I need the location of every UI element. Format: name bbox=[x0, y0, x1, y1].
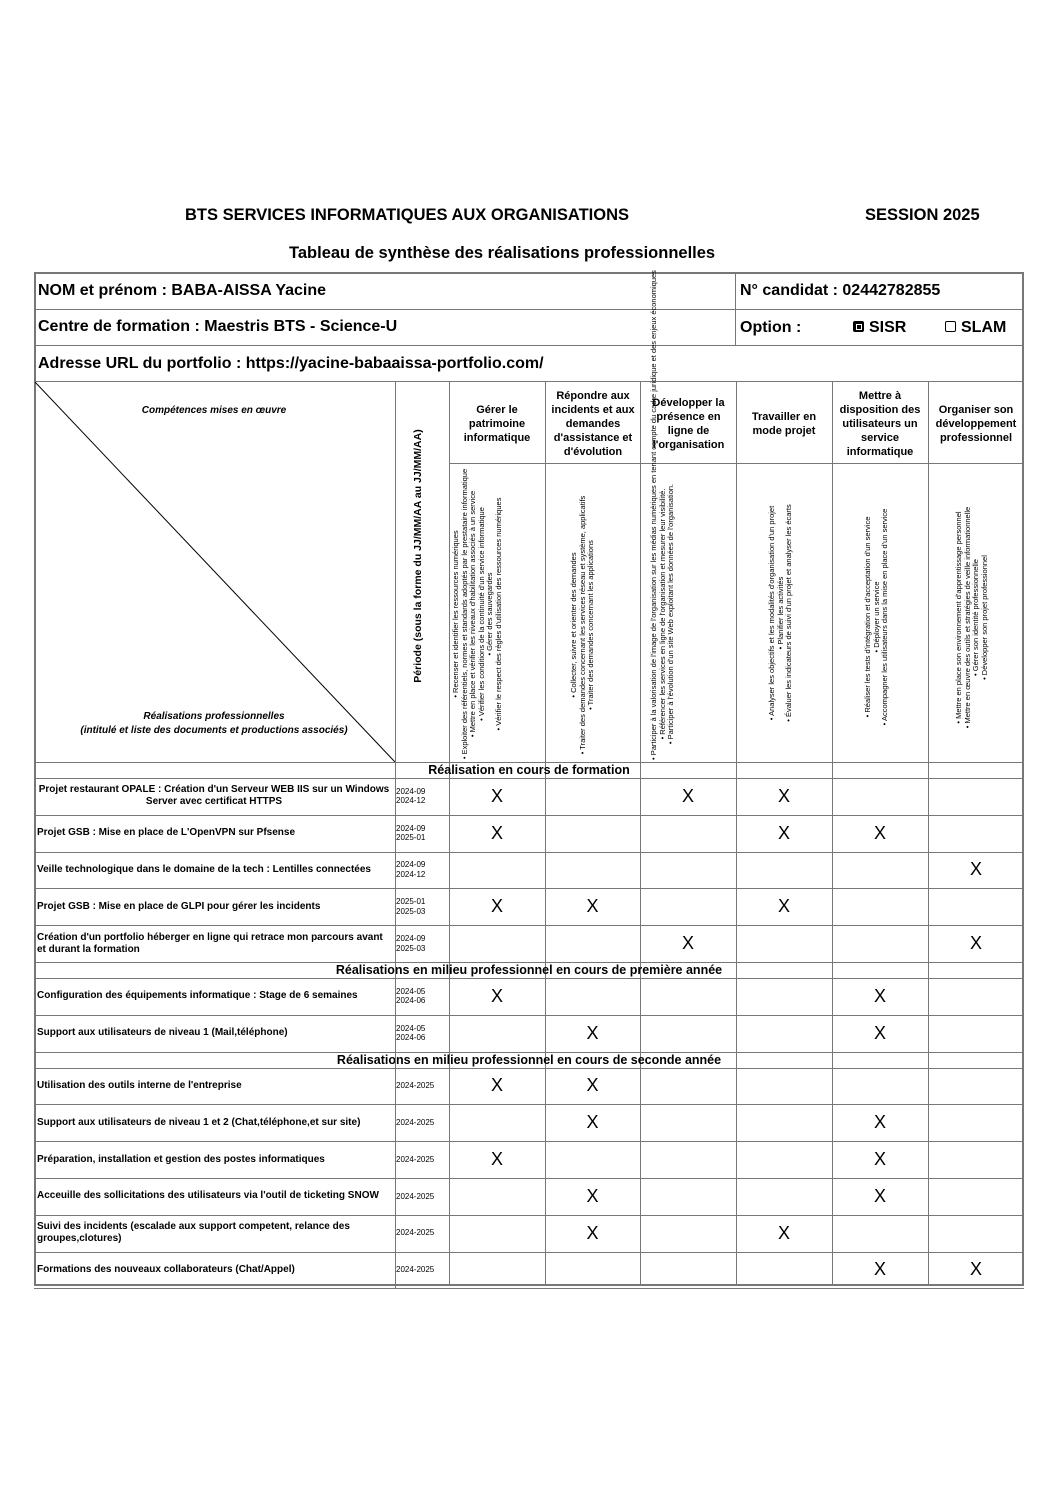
competence-mark bbox=[736, 1104, 832, 1141]
competence-mark: X bbox=[969, 933, 982, 954]
competence-mark: X bbox=[873, 1185, 886, 1206]
row-period bbox=[396, 888, 448, 925]
competence-mark bbox=[640, 1104, 736, 1141]
row-label: Projet GSB : Mise en place de L'OpenVPN sur Pfsense bbox=[37, 827, 296, 839]
option-label: Option : bbox=[740, 319, 802, 336]
competence-items-5: • Réaliser les tests d'intégration et d'acceptation d'un service • Déployer un service • Accompagner les utilisateurs dans la mise en place d'un service bbox=[863, 508, 890, 726]
period-value: 2025-03 bbox=[396, 943, 426, 953]
period-column-line bbox=[395, 762, 396, 1288]
competence-mark bbox=[832, 1215, 928, 1252]
row-label: Support aux utilisateurs de niveau 1 (Mail,téléphone) bbox=[37, 1027, 288, 1039]
competence-items-3: • Participer à la valorisation de l'image de l'organisation sur les médias numériques en tenant compte du cadre juridique et des enjeux économiques • Référencer les services en ligne de l'organisation et mesurer leur visibilité. • Participer à l'évolution d'un site Web exploitant les données de l'organisation. bbox=[649, 270, 676, 760]
competence-mark bbox=[832, 778, 928, 815]
row-label: Utilisation des outils interne de l'entreprise bbox=[37, 1079, 242, 1091]
competence-mark bbox=[928, 978, 1024, 1015]
period-value: 2024-09 bbox=[396, 823, 426, 833]
competence-mark: X bbox=[586, 1185, 599, 1206]
row-period bbox=[396, 925, 448, 962]
competence-mark: X bbox=[873, 1259, 886, 1280]
periode-header: Période (sous la forme du JJ/MM/AA au JJ/MM/AA) bbox=[412, 429, 424, 683]
competence-mark bbox=[736, 1252, 832, 1289]
competence-mark: X bbox=[873, 1149, 886, 1170]
section-title: Réalisations en milieu professionnel en cours de première année bbox=[335, 963, 723, 977]
competence-mark bbox=[640, 1252, 736, 1289]
period-value: 2024-2025 bbox=[396, 1081, 435, 1091]
row-period bbox=[396, 1141, 448, 1178]
period-value: 2024-09 bbox=[396, 934, 426, 944]
competence-mark bbox=[449, 1015, 545, 1052]
competence-mark: X bbox=[490, 1149, 503, 1170]
row-label: Veille technologique dans le domaine de la tech : Lentilles connectées bbox=[37, 863, 371, 875]
period-value: 2024-05 bbox=[396, 986, 426, 996]
competence-title-1: Gérer le patrimoine informatique bbox=[463, 404, 531, 444]
option-sisr-label: SISR bbox=[869, 319, 907, 336]
period-value: 2025-03 bbox=[396, 906, 426, 916]
row-label: Suivi des incidents (escalade aux support competent, relance des groupes,clotures) bbox=[37, 1221, 350, 1245]
competence-mark bbox=[640, 815, 736, 852]
option-slam-label: SLAM bbox=[961, 319, 1007, 336]
competence-mark bbox=[736, 852, 832, 889]
competence-mark: X bbox=[777, 896, 790, 917]
header-diagonal bbox=[35, 382, 395, 762]
competence-mark bbox=[928, 778, 1024, 815]
section-title: Réalisation en cours de formation bbox=[428, 763, 630, 777]
row-period bbox=[396, 978, 448, 1015]
competence-mark bbox=[928, 1141, 1024, 1178]
competence-mark: X bbox=[490, 1075, 503, 1096]
period-value: 2025-01 bbox=[396, 833, 426, 843]
competence-mark: X bbox=[586, 1222, 599, 1243]
competence-mark bbox=[545, 978, 640, 1015]
row-period bbox=[396, 1068, 448, 1105]
competence-mark: X bbox=[777, 822, 790, 843]
competence-mark bbox=[832, 1068, 928, 1105]
competence-mark: X bbox=[586, 1112, 599, 1133]
period-value: 2025-01 bbox=[396, 897, 426, 907]
row-label: Configuration des équipements informatique : Stage de 6 semaines bbox=[37, 990, 358, 1002]
competence-mark: X bbox=[969, 1259, 982, 1280]
competence-mark: X bbox=[490, 985, 503, 1006]
competence-title-2: Répondre aux incidents et aux demandes d'assistance et d'évolution bbox=[551, 390, 635, 458]
competence-title-3: Développer la présence en ligne de l'organisation bbox=[652, 397, 725, 451]
row-label: Support aux utilisateurs de niveau 1 et 2 (Chat,téléphone,et sur site) bbox=[37, 1116, 361, 1128]
competence-title-6: Organiser son développement professionnel bbox=[935, 404, 1017, 444]
row-label: Projet restaurant OPALE : Création d'un Serveur WEB IIS sur un Windows Server avec certificat HTTPS bbox=[38, 784, 390, 808]
competence-mark bbox=[736, 1141, 832, 1178]
competence-mark bbox=[640, 1068, 736, 1105]
competence-mark bbox=[449, 1252, 545, 1289]
competence-mark bbox=[449, 852, 545, 889]
competence-mark bbox=[545, 815, 640, 852]
competence-mark: X bbox=[586, 1022, 599, 1043]
competence-items-6: • Mettre en place son environnement d'apprentissage personnel • Mettre en œuvre des outils et stratégies de veille informationnelle • Gérer son identité professionnelle • Développer son projet professionnel bbox=[954, 506, 989, 729]
row-period bbox=[396, 1252, 448, 1289]
competence-mark bbox=[736, 1015, 832, 1052]
competence-mark bbox=[640, 1141, 736, 1178]
period-value: 2024-12 bbox=[396, 796, 426, 806]
realisations-subheader: (intitulé et liste des documents et productions associés) bbox=[80, 725, 348, 736]
competence-mark bbox=[832, 888, 928, 925]
competence-mark: X bbox=[490, 896, 503, 917]
competence-mark bbox=[545, 925, 640, 962]
competence-items-2: • Collecter, suivre et orienter des demandes • Traiter des demandes concernant les services réseau et système, applicatifs • Traiter des demandes concernant les applications bbox=[569, 495, 596, 755]
row-period bbox=[396, 852, 448, 889]
competence-mark bbox=[640, 1178, 736, 1215]
period-value: 2024-2025 bbox=[396, 1228, 435, 1238]
competence-mark bbox=[928, 815, 1024, 852]
competence-mark bbox=[736, 1178, 832, 1215]
competence-mark bbox=[640, 888, 736, 925]
competence-mark bbox=[928, 1015, 1024, 1052]
training-center: Centre de formation : Maestris BTS - Science-U bbox=[38, 318, 398, 335]
competence-mark: X bbox=[777, 1222, 790, 1243]
competence-mark bbox=[449, 1178, 545, 1215]
competence-mark bbox=[736, 925, 832, 962]
competence-mark: X bbox=[777, 785, 790, 806]
competence-mark: X bbox=[969, 859, 982, 880]
competence-mark bbox=[449, 1215, 545, 1252]
competence-mark: X bbox=[490, 822, 503, 843]
row-period bbox=[396, 815, 448, 852]
row-period bbox=[396, 1215, 448, 1252]
row-label: Formations des nouveaux collaborateurs (Chat/Appel) bbox=[37, 1263, 295, 1275]
competence-mark bbox=[640, 1215, 736, 1252]
period-value: 2024-2025 bbox=[396, 1154, 435, 1164]
competence-mark: X bbox=[586, 896, 599, 917]
competence-mark bbox=[640, 978, 736, 1015]
row-label: Préparation, installation et gestion des postes informatiques bbox=[37, 1153, 325, 1165]
competence-mark: X bbox=[586, 1075, 599, 1096]
realisations-header: Réalisations professionnelles bbox=[143, 711, 285, 722]
competence-mark: X bbox=[873, 1112, 886, 1133]
row-period bbox=[396, 1015, 448, 1052]
competence-title-4: Travailler en mode projet bbox=[751, 411, 817, 437]
competence-mark bbox=[449, 1104, 545, 1141]
option-sisr-checkbox[interactable] bbox=[853, 321, 864, 332]
competence-mark bbox=[449, 925, 545, 962]
document-subtitle: Tableau de synthèse des réalisations professionnelles bbox=[289, 244, 716, 262]
period-value: 2024-09 bbox=[396, 786, 426, 796]
option-slam-checkbox[interactable] bbox=[945, 321, 956, 332]
competence-mark bbox=[928, 1104, 1024, 1141]
competence-mark bbox=[928, 888, 1024, 925]
session-label: SESSION 2025 bbox=[865, 206, 980, 224]
competence-mark bbox=[545, 1252, 640, 1289]
row-period bbox=[396, 1104, 448, 1141]
competence-title-5: Mettre à disposition des utilisateurs un service informatique bbox=[839, 390, 921, 458]
competence-mark: X bbox=[873, 1022, 886, 1043]
period-value: 2024-12 bbox=[396, 869, 426, 879]
period-value: 2024-06 bbox=[396, 1033, 426, 1043]
period-value: 2024-2025 bbox=[396, 1191, 435, 1201]
competence-mark bbox=[832, 852, 928, 889]
competence-mark: X bbox=[681, 933, 694, 954]
competences-header: Compétences mises en œuvre bbox=[141, 405, 287, 416]
competence-items-1: • Recenser et identifier les ressources numériques • Exploiter des référentiels, normes et standards adoptés par le prestataire informatique • Mettre en place et vérifier les niveaux d'habilitation associés à un service • Vérifier les conditions de la continuité d'un service informatique • Gérer des sauvegardes • Vérifier le respect des règles d'utilisation des ressources numériques bbox=[451, 468, 503, 760]
competence-mark bbox=[928, 1215, 1024, 1252]
period-value: 2024-09 bbox=[396, 860, 426, 870]
competence-mark bbox=[928, 1178, 1024, 1215]
competence-mark bbox=[736, 978, 832, 1015]
row-label: Acceuille des sollicitations des utilisateurs via l'outil de ticketing SNOW bbox=[37, 1190, 379, 1202]
period-value: 2024-2025 bbox=[396, 1265, 435, 1275]
competence-mark: X bbox=[873, 985, 886, 1006]
period-value: 2024-2025 bbox=[396, 1118, 435, 1128]
checked-mark-icon bbox=[856, 324, 862, 330]
competence-mark bbox=[545, 778, 640, 815]
competence-mark: X bbox=[873, 822, 886, 843]
document-title: BTS SERVICES INFORMATIQUES AUX ORGANISATIONS bbox=[185, 206, 630, 224]
row-period bbox=[396, 778, 448, 815]
competence-mark bbox=[832, 925, 928, 962]
competence-mark bbox=[736, 1068, 832, 1105]
candidate-name: NOM et prénom : BABA-AISSA Yacine bbox=[38, 282, 327, 299]
competence-mark bbox=[640, 852, 736, 889]
row-divider bbox=[34, 1288, 1024, 1289]
competence-mark bbox=[545, 1141, 640, 1178]
competence-mark: X bbox=[490, 785, 503, 806]
section-title: Réalisations en milieu professionnel en cours de seconde année bbox=[336, 1052, 722, 1067]
competence-mark bbox=[640, 1015, 736, 1052]
period-value: 2024-06 bbox=[396, 996, 426, 1006]
competence-mark bbox=[545, 852, 640, 889]
competence-items-4: • Analyser les objectifs et les modalités d'organisation d'un projet • Planifier les activités • Évaluer les indicateurs de suivi d'un projet et analyser les écarts bbox=[767, 504, 794, 722]
row-label: Création d'un portfolio héberger en ligne qui retrace mon parcours avant et durant la formation bbox=[37, 931, 383, 955]
candidate-number: N° candidat : 02442782855 bbox=[740, 282, 941, 299]
row-label: Projet GSB : Mise en place de GLPI pour gérer les incidents bbox=[37, 900, 321, 912]
row-period bbox=[396, 1178, 448, 1215]
portfolio-url: Adresse URL du portfolio : https://yacine-babaaissa-portfolio.com/ bbox=[38, 355, 544, 372]
period-value: 2024-05 bbox=[396, 1023, 426, 1033]
competence-mark: X bbox=[681, 785, 694, 806]
competence-mark bbox=[928, 1068, 1024, 1105]
